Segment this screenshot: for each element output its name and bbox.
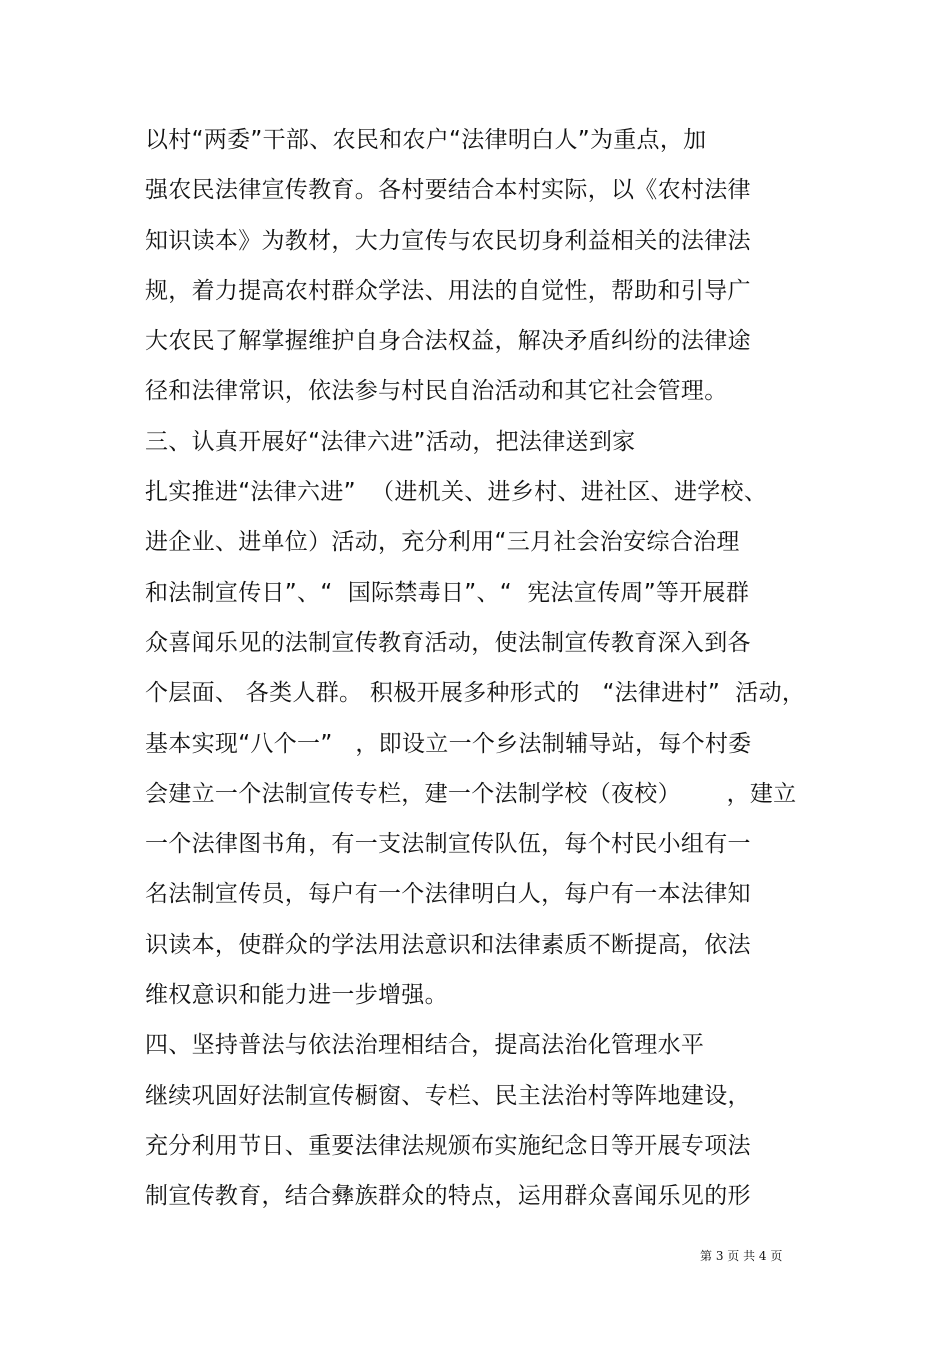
text-line: 制宣传教育，结合彝族群众的特点，运用群众喜闻乐见的形 (145, 1183, 751, 1210)
text-line: 名法制宣传员，每户有一个法律明白人，每户有一本法律知 (145, 881, 751, 908)
text-line: 规，着力提高农村群众学法、用法的自觉性，帮助和引导广 (145, 277, 751, 304)
page-number: 第 3 页 共 4 页 (700, 1249, 783, 1263)
section-heading: 三、认真开展好“法律六进”活动，把法律送到家 (145, 428, 636, 455)
text-line: 径和法律常识，依法参与村民自治活动和其它社会管理。 (145, 378, 728, 405)
text-line: 充分利用节日、重要法律法规颁布实施纪念日等开展专项法 (145, 1132, 751, 1159)
text-line: 个层面、 各类人群。 积极开展多种形式的 “法律进村” 活动， (145, 680, 806, 707)
text-line: 识读本，使群众的学法用法意识和法律素质不断提高，依法 (145, 931, 751, 958)
section-heading: 四、坚持普法与依法治理相结合，提高法治化管理水平 (145, 1032, 705, 1059)
text-line: 强农民法律宣传教育。各村要结合本村实际，以《农村法律 (145, 177, 751, 204)
text-line: 知识读本》为教材，大力宣传与农民切身利益相关的法律法 (145, 227, 751, 254)
text-line: 维权意识和能力进一步增强。 (145, 982, 448, 1009)
text-line: 继续巩固好法制宣传橱窗、专栏、民主法治村等阵地建设， (145, 1082, 751, 1109)
text-line: 扎实推进“法律六进” （进机关、进乡村、进社区、进学校、 (145, 479, 768, 506)
body-text (145, 121, 845, 1228)
text-line: 进企业、进单位）活动，充分利用“三月社会治安综合治理 (145, 529, 740, 556)
text-line: 以村“两委”干部、农民和农户“法律明白人”为重点，加 (145, 127, 707, 153)
text-line: 众喜闻乐见的法制宣传教育活动，使法制宣传教育深入到各 (145, 629, 751, 656)
text-line: 一个法律图书角，有一支法制宣传队伍，每个村民小组有一 (145, 831, 751, 858)
text-line: 基本实现“八个一” ，即设立一个乡法制辅导站，每个村委 (145, 730, 752, 757)
text-line: 和法制宣传日”、“ 国际禁毒日”、“ 宪法宣传周”等开展群 (145, 579, 750, 606)
text-line: 会建立一个法制宣传专栏，建一个法制学校（夜校） ，建立 (145, 780, 797, 807)
text-line: 大农民了解掌握维护自身合法权益，解决矛盾纠纷的法律途 (145, 328, 751, 355)
